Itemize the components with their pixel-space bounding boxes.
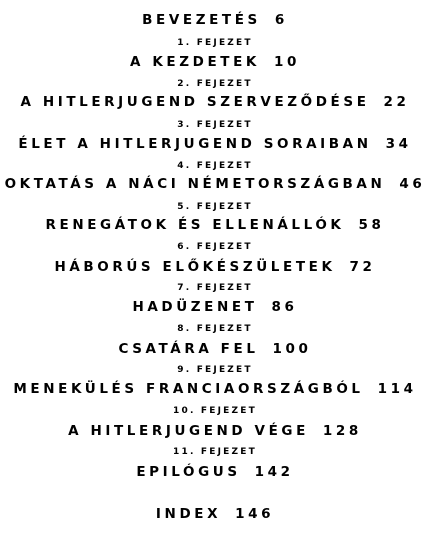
chapter-label: 5. FEJEZET [177,202,253,212]
entry-page-number: 10 [273,54,300,70]
entry-page-number: 6 [274,12,288,28]
chapter-label: 10. FEJEZET [173,406,257,416]
entry-page-number: 72 [349,259,376,275]
entry-title: BEVEZETÉS [142,12,261,28]
toc-entry-chapter-6[interactable] [0,261,430,275]
entry-page-number: 86 [271,299,298,315]
chapter-label: 7. FEJEZET [177,283,253,293]
chapter-label: 6. FEJEZET [177,242,253,252]
entry-title: MENEKÜLÉS FRANCIAORSZÁGBÓL [13,381,364,397]
entry-title: HADÜZENET [132,299,258,315]
chapter-label: 1. FEJEZET [177,38,253,48]
toc-entry-chapter-4[interactable] [0,178,430,192]
toc-entry-chapter-8[interactable] [0,343,430,357]
chapter-label: 3. FEJEZET [177,120,253,130]
toc-entry-index[interactable] [0,508,430,522]
entry-title: A HITLERJUGEND SZERVEZŐDÉSE [20,94,370,110]
entry-title: EPILÓGUS [136,464,241,480]
chapter-label: 9. FEJEZET [177,365,253,375]
entry-page-number: 46 [399,176,426,192]
chapter-label: 4. FEJEZET [177,161,253,171]
toc-entry-chapter-2[interactable] [0,96,430,110]
entry-page-number: 100 [272,341,312,357]
toc-entry-chapter-11[interactable] [0,466,430,480]
toc-entry-chapter-7[interactable] [0,301,430,315]
entry-title: ÉLET A HITLERJUGEND SORAIBAN [18,136,372,152]
entry-title: INDEX [155,506,222,522]
toc-entry-foreword[interactable] [0,14,430,28]
entry-page-number: 34 [385,136,412,152]
entry-page-number: 114 [377,381,417,397]
entry-title: CSATÁRA FEL [118,341,259,357]
entry-title: RENEGÁTOK ÉS ELLENÁLLÓK [45,217,345,233]
entry-page-number: 146 [235,506,275,522]
entry-page-number: 142 [254,464,294,480]
entry-title: OKTATÁS A NÁCI NÉMETORSZÁGBAN [4,176,386,192]
toc-entry-chapter-9[interactable] [0,383,430,397]
entry-page-number: 58 [358,217,385,233]
toc-entry-chapter-1[interactable] [0,56,430,70]
toc-entry-chapter-5[interactable] [0,219,430,233]
chapter-label: 11. FEJEZET [173,447,257,457]
chapter-label: 2. FEJEZET [177,79,253,89]
entry-page-number: 128 [322,423,362,439]
entry-title: HÁBORÚS ELŐKÉSZÜLETEK [54,259,336,275]
entry-title: A HITLERJUGEND VÉGE [68,423,309,439]
toc-entry-chapter-10[interactable] [0,425,430,439]
chapter-label: 8. FEJEZET [177,324,253,334]
entry-page-number: 22 [383,94,410,110]
toc-entry-chapter-3[interactable] [0,138,430,152]
entry-title: A KEZDETEK [130,54,260,70]
